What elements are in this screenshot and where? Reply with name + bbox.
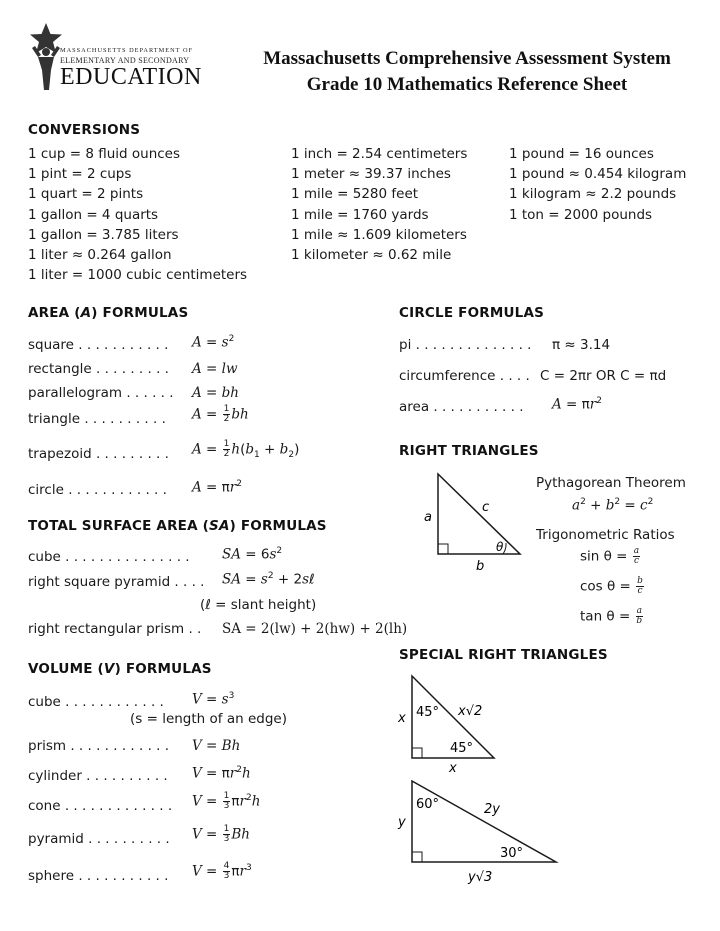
area-trapezoid-label: trapezoid . . . . . . . . .: [28, 446, 169, 462]
tsa-pyramid-formula: SA = $s^2$ + 2sℓ: [222, 571, 315, 588]
t45-angle-top: 45°: [416, 705, 440, 720]
label-theta: θ: [496, 540, 504, 554]
right-triangle-shape: [438, 474, 520, 554]
area-rectangle-label: rectangle . . . . . . . . .: [28, 361, 169, 377]
volume-cone-formula: V = $\frac{1}{3}$ $\pi r^2h$: [192, 791, 261, 811]
area-heading: AREA (A) FORMULAS: [28, 305, 189, 321]
tan-formula: tan θ = $\frac{a}{b}$: [580, 606, 643, 626]
right-angle-mark: [438, 544, 448, 554]
pythagorean-label: Pythagorean Theorem: [536, 475, 686, 491]
volume-cylinder-label: cylinder . . . . . . . . . .: [28, 768, 168, 784]
title-line-1: Massachusetts Comprehensive Assessment System: [263, 48, 671, 69]
volume-heading: VOLUME (V) FORMULAS: [28, 661, 212, 677]
t30-angle-top: 60°: [416, 797, 440, 812]
area-triangle-label: triangle . . . . . . . . . .: [28, 411, 166, 427]
conversion-item: 1 liter = 1000 cubic centimeters: [28, 267, 248, 284]
title-line-2: Grade 10 Mathematics Reference Sheet: [306, 74, 628, 95]
right-triangle-diagram: [410, 466, 530, 576]
dept-line-1: MASSACHUSETTS DEPARTMENT OF: [60, 47, 193, 54]
circle-pi-label: pi . . . . . . . . . . . . . .: [399, 337, 532, 353]
label-c: c: [482, 500, 490, 515]
triangle-30-60-90: [392, 775, 567, 890]
area-square-formula: $A = s^2$: [192, 334, 235, 351]
conversion-item: 1 meter ≈ 39.37 inches: [291, 166, 451, 183]
conversion-item: 1 quart = 2 pints: [28, 186, 144, 203]
t30-long-leg: y√3: [468, 870, 493, 885]
tsa-cube-label: cube . . . . . . . . . . . . . . .: [28, 549, 190, 565]
conversion-item: 1 inch = 2.54 centimeters: [291, 146, 468, 162]
t30-hypotenuse: 2y: [484, 802, 500, 817]
conversion-item: 1 cup = 8 fluid ounces: [28, 146, 181, 162]
conversion-item: 1 ton = 2000 pounds: [509, 206, 653, 223]
tsa-pyramid-label: right square pyramid . . . .: [28, 574, 205, 590]
area-triangle-formula: A = $\frac{1}{2}$ bh: [192, 404, 249, 424]
tsa-prism-label: right rectangular prism . .: [28, 621, 202, 637]
volume-cylinder-formula: $V = \pi r^2h$: [192, 765, 251, 782]
right-angle-mark-30: [412, 852, 422, 862]
circle-heading: CIRCLE FORMULAS: [399, 305, 545, 321]
conversion-item: 1 mile ≈ 1.609 kilometers: [291, 226, 467, 243]
area-square-label: square . . . . . . . . . . .: [28, 337, 169, 353]
volume-edge-note: (s = length of an edge): [130, 711, 287, 727]
circle-pi-formula: π ≈ 3.14: [552, 337, 611, 353]
t45-leg-left: x: [398, 711, 406, 726]
t45-leg-bottom: x: [449, 761, 457, 776]
triangle-30-shape: [412, 781, 556, 862]
volume-cube-label: cube . . . . . . . . . . . .: [28, 694, 164, 710]
area-circle-formula: $A = \pi r^2$: [192, 479, 242, 496]
page-title: [232, 46, 702, 98]
pythagorean-formula: $a^2 + b^2 = c^2$: [572, 497, 654, 514]
area-trapezoid-formula: A = $\frac{1}{2}$ $h(b_1 + b_2)$: [192, 439, 300, 461]
dept-line-2: ELEMENTARY AND SECONDARY: [60, 56, 190, 65]
volume-sphere-label: sphere . . . . . . . . . . .: [28, 868, 169, 884]
conversion-item: 1 liter ≈ 0.264 gallon: [28, 247, 172, 263]
circle-circumference-label: circumference . . . .: [399, 368, 530, 384]
label-b: b: [476, 559, 485, 574]
tsa-slant-note: (ℓ = slant height): [200, 597, 317, 613]
right-triangles-heading: RIGHT TRIANGLES: [399, 443, 539, 459]
conversion-item: 1 kilometer ≈ 0.62 mile: [291, 247, 452, 263]
cos-formula: cos θ = $\frac{b}{c}$: [580, 576, 643, 596]
area-parallelogram-formula: A = bh: [192, 385, 239, 401]
conversion-item: 1 pound ≈ 0.454 kilogram: [509, 166, 687, 183]
volume-prism-label: prism . . . . . . . . . . . .: [28, 738, 170, 754]
triangle-45-45-90: [392, 670, 522, 780]
area-parallelogram-label: parallelogram . . . . . .: [28, 385, 174, 401]
volume-pyramid-label: pyramid . . . . . . . . . .: [28, 831, 170, 847]
circle-area-formula: $A = \pi r^2$: [552, 396, 602, 413]
conversion-item: 1 mile = 1760 yards: [291, 206, 429, 223]
conversion-item: 1 pint = 2 cups: [28, 166, 132, 183]
circle-circumference-formula: C = 2πr OR C = πd: [540, 368, 667, 384]
conversions-heading: CONVERSIONS: [28, 122, 141, 138]
conversion-item: 1 kilogram ≈ 2.2 pounds: [509, 186, 677, 203]
circle-area-label: area . . . . . . . . . . .: [399, 399, 524, 415]
sin-formula: sin θ = $\frac{a}{c}$: [580, 546, 640, 566]
conversion-item: 1 gallon = 4 quarts: [28, 206, 159, 223]
theta-arc: [503, 543, 506, 554]
area-circle-label: circle . . . . . . . . . . . .: [28, 482, 167, 498]
t30-angle-right: 30°: [500, 846, 524, 861]
special-triangles-heading: SPECIAL RIGHT TRIANGLES: [399, 647, 608, 663]
volume-pyramid-formula: V = $\frac{1}{3}$ Bh: [192, 824, 251, 844]
area-rectangle-formula: A = lw: [192, 361, 238, 377]
volume-cone-label: cone . . . . . . . . . . . . .: [28, 798, 173, 814]
volume-sphere-formula: V = $\frac{4}{3}$ $\pi r^3$: [192, 861, 252, 881]
tsa-cube-formula: SA = $6s^2$: [222, 546, 283, 563]
t45-hypotenuse: x√2: [458, 704, 483, 719]
t30-short-leg: y: [398, 815, 406, 830]
volume-prism-formula: V = Bh: [192, 738, 241, 754]
tsa-prism-formula: SA = 2(lw) + 2(hw) + 2(lh): [222, 621, 408, 637]
dept-education: EDUCATION: [60, 64, 202, 90]
conversion-item: 1 gallon = 3.785 liters: [28, 226, 179, 243]
conversion-item: 1 pound = 16 ounces: [509, 146, 654, 162]
conversion-item: 1 mile = 5280 feet: [291, 186, 419, 203]
trig-ratios-label: Trigonometric Ratios: [536, 527, 675, 543]
t45-angle-right: 45°: [450, 741, 474, 756]
label-a: a: [424, 510, 432, 525]
volume-cube-formula: $V = s^3$: [192, 691, 235, 708]
right-angle-mark-45: [412, 748, 422, 758]
tsa-heading: TOTAL SURFACE AREA (SA) FORMULAS: [28, 518, 327, 534]
